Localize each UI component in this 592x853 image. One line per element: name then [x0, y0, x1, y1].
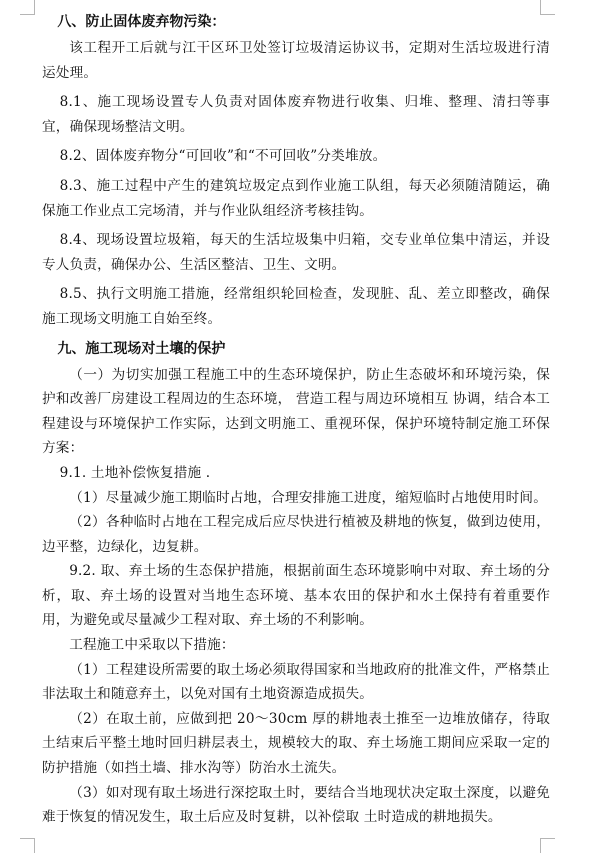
section-heading-9: 九、施工现场对土壤的保护: [57, 340, 226, 357]
section-heading-8: 八、防止固体废弃物污染：: [57, 14, 226, 30]
paragraph-8-4: 8.4、现场设置垃圾箱，每天的生活垃圾集中归箱，交专业单位集中清运，并设专人负责，确保办公、生活区整洁、卫生、文明。: [42, 232, 550, 273]
paragraph-8-3: 8.3、施工过程中产生的建筑垃圾定点到作业施工队组，每天必须随清随运，确保施工作业点工完场清，并与作业队组经济考核挂钩。: [42, 177, 550, 219]
document-body: [42, 10, 550, 830]
paragraph-8-1: 8.1、施工现场设置专人负责对固体废弃物进行收集、归堆、整理、清扫等事宜，确保现场整洁文明。: [42, 94, 550, 135]
crop-mark-top-left: [20, 0, 35, 15]
paragraph-9-1-2: （2）各种临时占地在工程完成后应尽快进行植被及耕地的恢复，做到边使用，边平整，边绿化，边复耕。: [42, 514, 550, 555]
paragraph-measure-3: （3）如对现有取土场进行深挖取土时，要结合当地现状决定取土深度，以避免难于恢复的情况发生，取土后应及时复耕，以补偿取 土时造成的耕地损失。: [42, 784, 550, 826]
paragraph-9-1: 9.1. 土地补偿恢复措施 .: [59, 464, 211, 481]
paragraph-8-5: 8.5、执行文明施工措施，经常组织轮回检查，发现脏、乱、差立即整改，确保施工现场文明施工自始至终。: [42, 286, 550, 327]
paragraph-measures-intro: 工程施工中采取以下措施：: [69, 637, 235, 654]
paragraph-9-2: 9.2. 取、弃土场的生态保护措施，根据前面生态环境影响中对取、弃土场的分析，取、弃土场的设置对当地生态环境、基本农田的保护和水土保持有着重要作用，为避免或尽量减少工程对取、弃土场的不利影响。: [42, 563, 550, 629]
paragraph-8-intro: 该工程开工后就与江干区环卫处签订垃圾清运协议书，定期对生活垃圾进行清运处理。: [42, 40, 550, 81]
paragraph-9-intro: （一）为切实加强工程施工中的生态环境保护，防止生态破坏和环境污染，保护和改善厂房建设工程周边的生态环境， 营造工程与周边环境相互 协调，结合本工程建设与环境保护工作实际，达到文明施工、重视环保，保护环境特制定施工环保方案：: [42, 366, 550, 457]
paragraph-8-2: 8.2、固体废弃物分“可回收”和“不可回收”分类堆放。: [59, 148, 387, 165]
crop-mark-bottom-left: [20, 838, 35, 853]
paragraph-measure-2: （2）在取土前，应做到把 20～30cm 厚的耕地表土推至一边堆放储存，待取土结束后平整土地时回归耕层表土，规模较大的取、弃土场施工期间应采取一定的防护措施（如挡土墙、排水沟等）防治水土流失。: [42, 710, 550, 777]
crop-mark-bottom-right: [540, 838, 555, 853]
paragraph-9-1-1: （1）尽量减少施工期临时占地，合理安排施工进度，缩短临时占地使用时间。: [69, 489, 548, 506]
paragraph-measure-1: （1）工程建设所需要的取土场必须取得国家和当地政府的批准文件，严格禁止非法取土和随意弃土，以免对国有土地资源造成损失。: [42, 661, 550, 703]
